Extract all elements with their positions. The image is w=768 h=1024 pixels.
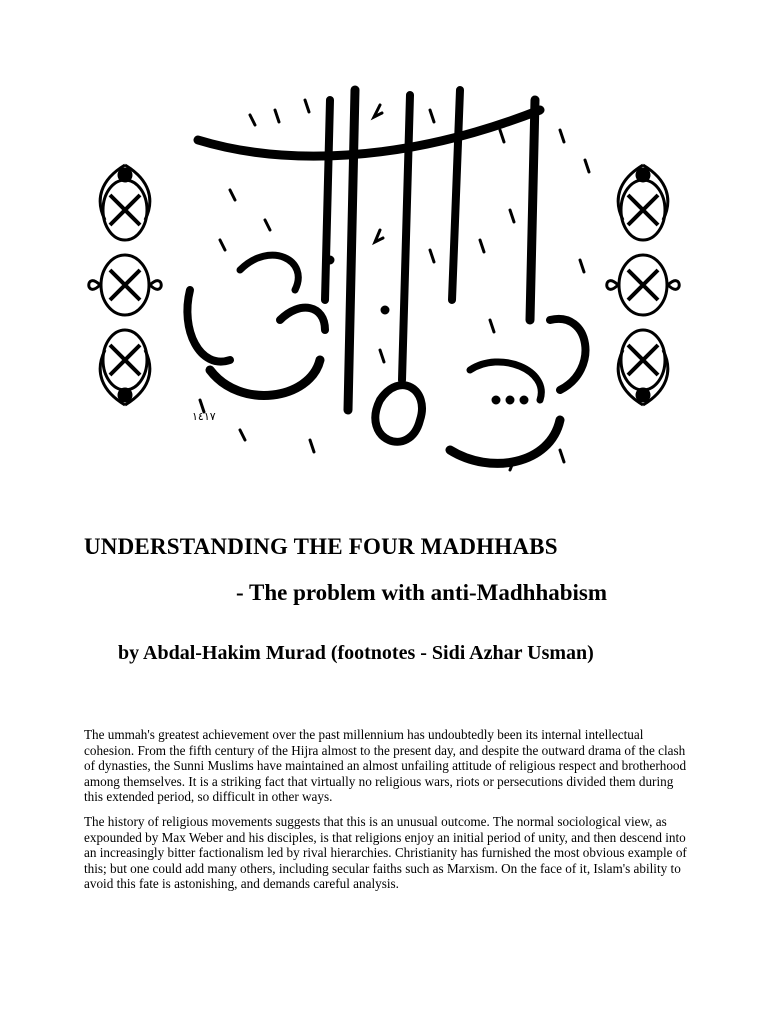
left-arabesque-ornament bbox=[89, 165, 162, 405]
date-mark: ١٤١٧ bbox=[192, 410, 216, 423]
paragraph: The history of religious movements suggests that this is an unusual outcome. The normal sociological view, as expounded by Max Weber and his disciples, is that religions enjoy an initial period of unity, and then descend into an increasingly bitter factionalism led by rival hierarchies. Christianity has furnished the most obvious example of this; but one could add many others, including secular faiths such as Marxism. On the face of it, Islam's ability to avoid this fate is astonishing, and demands careful analysis. bbox=[84, 813, 687, 892]
document-subtitle: - The problem with anti-Madhhabism bbox=[236, 580, 608, 605]
arabic-calligraphy bbox=[187, 90, 589, 470]
author-byline: by Abdal-Hakim Murad (footnotes - Sidi Azhar Usman) bbox=[118, 642, 594, 664]
right-arabesque-ornament bbox=[607, 165, 680, 405]
calligraphy-emblem bbox=[80, 70, 688, 480]
body-text bbox=[84, 727, 694, 901]
paragraph: The ummah's greatest achievement over the past millennium has undoubtedly been its internal intellectual cohesion. From the fifth century of the Hijra almost to the present day, and despite the outward drama of the clash of dynasties, the Sunni Muslims have maintained an almost unfailing attitude of religious respect and brotherhood among themselves. It is a striking fact that virtually no religious wars, riots or persecutions divided them during this extended period, so difficult in other ways. bbox=[84, 727, 687, 805]
document-title: UNDERSTANDING THE FOUR MADHHABS bbox=[84, 534, 558, 559]
